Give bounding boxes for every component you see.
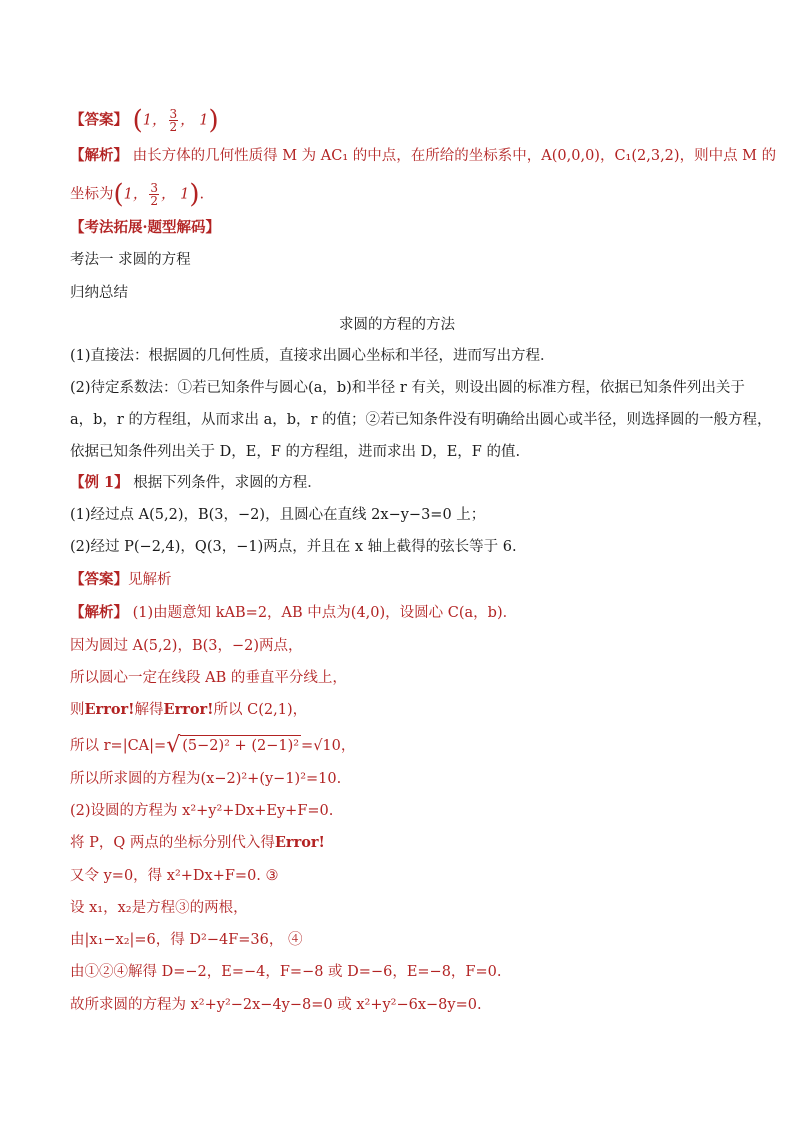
- answer-tag: 【答案】: [70, 571, 128, 588]
- explanation-2-line: [70, 603, 730, 623]
- solution-line-3: [70, 700, 730, 720]
- paren-open: (: [132, 105, 143, 136]
- explanation-1-line-2: [70, 179, 730, 210]
- explanation-1-line: [70, 146, 777, 166]
- example-item-2: (2)经过 P(−2,4)，Q(3，−1)两点，并且在 x 轴上截得的弦长等于 6.: [70, 539, 517, 555]
- text: 解得: [134, 702, 164, 718]
- radius-value: =√10，: [301, 738, 356, 754]
- method-heading: 考法一 求圆的方程: [70, 252, 191, 268]
- solution-line-5: 所以所求圆的方程为(x−2)²+(y−1)²=10.: [70, 771, 342, 787]
- fraction-numerator: 3: [150, 181, 159, 195]
- text: 将 P，Q 两点的坐标分别代入得: [70, 835, 275, 851]
- example-line: [70, 473, 730, 493]
- error-text: Error!: [163, 701, 214, 718]
- fraction-numerator: 3: [169, 107, 178, 121]
- fraction: [169, 108, 179, 133]
- period: .: [199, 186, 205, 203]
- coord-label: 坐标为: [70, 186, 114, 203]
- answer-tag: 【答案】: [70, 111, 128, 129]
- example-tag: 【例 1】: [70, 474, 129, 491]
- radius-label: 所以 r=|CA|=: [70, 738, 167, 754]
- solution-line-4: [70, 735, 730, 756]
- paren-close: ): [208, 105, 219, 136]
- summary-heading: 归纳总结: [70, 285, 128, 301]
- fraction: [149, 182, 159, 207]
- sqrt-icon: √: [166, 733, 181, 758]
- radicand: (5−2)² + (2−1)²: [180, 735, 301, 756]
- answer-1-line: [70, 105, 730, 136]
- explanation-tag: 【解析】: [70, 604, 128, 621]
- solution-line-10: 由|x₁−x₂|=6，得 D²−4F=36， ④: [70, 932, 303, 948]
- fraction-denominator: 2: [169, 120, 178, 134]
- center-title: 求圆的方程的方法: [339, 317, 455, 333]
- paragraph-2b: a，b，r 的方程组，从而求出 a，b，r 的值；②若已知条件没有明确给出圆心或半径，则选择圆的一般方程，: [70, 412, 772, 428]
- solution-line-2: 所以圆心一定在线段 AB 的垂直平分线上，: [70, 670, 347, 686]
- fraction-denominator: 2: [150, 194, 159, 208]
- answer-value-a: 1，: [142, 112, 167, 129]
- coord-value-b: ， 1: [161, 186, 190, 203]
- error-text: Error!: [84, 701, 135, 718]
- explanation-tag: 【解析】: [70, 147, 128, 164]
- paragraph-1: (1)直接法：根据圆的几何性质，直接求出圆心坐标和半径，进而写出方程．: [70, 348, 555, 364]
- solution-line-1: 因为圆过 A(5,2)，B(3，−2)两点，: [70, 638, 303, 654]
- answer-2-line: [70, 570, 730, 590]
- solution-line-8: 又令 y=0，得 x²+Dx+F=0. ③: [70, 868, 279, 884]
- answer-text: 见解析: [128, 572, 172, 588]
- solution-line-11: 由①②④解得 D=−2，E=−4，F=−8 或 D=−6，E=−8，F=0.: [70, 964, 502, 980]
- solution-line-6: (2)设圆的方程为 x²+y²+Dx+Ey+F=0.: [70, 803, 334, 819]
- paragraph-2c: 依据已知条件列出关于 D，E，F 的方程组，进而求出 D，E，F 的值.: [70, 444, 521, 460]
- error-text: Error!: [274, 834, 325, 851]
- paren-open: (: [113, 179, 124, 210]
- solution-line-7: [70, 833, 730, 853]
- paren-close: ): [189, 179, 200, 210]
- text: 所以 C(2,1)，: [213, 702, 308, 718]
- text: 则: [70, 702, 85, 718]
- explanation-text: (1)由题意知 kAB=2，AB 中点为(4,0)，设圆心 C(a，b)．: [128, 605, 518, 621]
- solution-line-12: 故所求圆的方程为 x²+y²−2x−4y−8=0 或 x²+y²−6x−8y=0.: [70, 997, 482, 1013]
- example-text: 根据下列条件，求圆的方程．: [128, 475, 322, 491]
- answer-value-b: ， 1: [180, 112, 209, 129]
- coord-value-a: 1，: [123, 186, 148, 203]
- section-heading: 【考法拓展·题型解码】: [70, 219, 221, 236]
- example-item-1: (1)经过点 A(5,2)，B(3，−2)，且圆心在直线 2x−y−3=0 上；: [70, 507, 486, 523]
- solution-line-9: 设 x₁，x₂是方程③的两根，: [70, 900, 248, 916]
- explanation-text: 由长方体的几何性质得 M 为 AC₁ 的中点，在所给的坐标系中，A(0,0,0)，C₁(2,3,2)，则中点 M 的: [132, 148, 777, 164]
- paragraph-2a: (2)待定系数法：①若已知条件与圆心(a，b)和半径 r 有关，则设出圆的标准方程，依据已知条件列出关于: [70, 380, 745, 396]
